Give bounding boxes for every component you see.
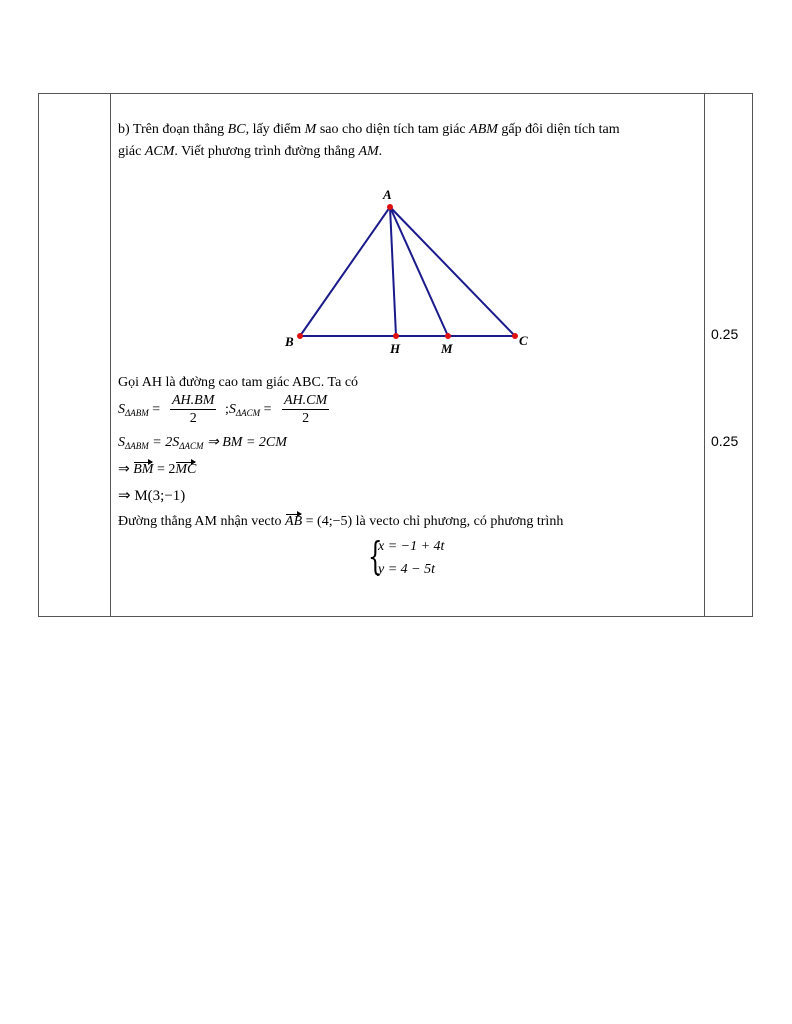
point-m-result: ⇒ M(3;−1)	[118, 488, 186, 504]
problem-line-1: b) Trên đoạn thẳng BC, lấy điểm M sao cho diện tích tam giác ABM gấp đôi diện tích tam	[118, 122, 620, 137]
problem-line-2: giác ACM. Viết phương trình đường thẳng AM.	[118, 144, 383, 159]
vector-bm: BM	[133, 462, 154, 477]
system-line-1: x = −1 + 4t	[378, 539, 445, 554]
system-brace: {	[368, 534, 383, 578]
column-divider	[110, 94, 111, 616]
vector-relation: ⇒ BM = 2MC	[118, 462, 197, 477]
system-line-2: y = 4 − 5t	[378, 562, 435, 577]
direction-sentence: Đường thẳng AM nhận vecto AB = (4;−5) là vecto chỉ phương, có phương trình	[118, 514, 564, 529]
column-divider	[704, 94, 705, 616]
solution-intro: Gọi AH là đường cao tam giác ABC. Ta có	[118, 375, 359, 390]
vector-mc: MC	[175, 462, 197, 477]
area-relation: $S_{\Delta ABM} = 2S_{\Delta ACM}$ ⇒ BM = 2CM	[118, 435, 287, 451]
vector-ab: AB	[285, 514, 303, 529]
fraction-ah-bm: $\frac{AH.BM}{2}$	[172, 393, 215, 426]
label-h: H	[390, 341, 401, 356]
label-m: M	[441, 341, 453, 356]
label-b: B	[285, 334, 294, 349]
score-2: 0.25	[711, 433, 739, 449]
fraction-ah-cm: $\frac{AH.CM}{2}$	[284, 393, 328, 426]
label-c: C	[519, 333, 528, 348]
area-abm-label: $S_{\Delta ABM}$ =	[118, 402, 161, 418]
score-1: 0.25	[711, 326, 739, 342]
area-acm-label: $;S_{\Delta ACM}$ =	[225, 402, 272, 418]
label-a: A	[383, 187, 392, 202]
